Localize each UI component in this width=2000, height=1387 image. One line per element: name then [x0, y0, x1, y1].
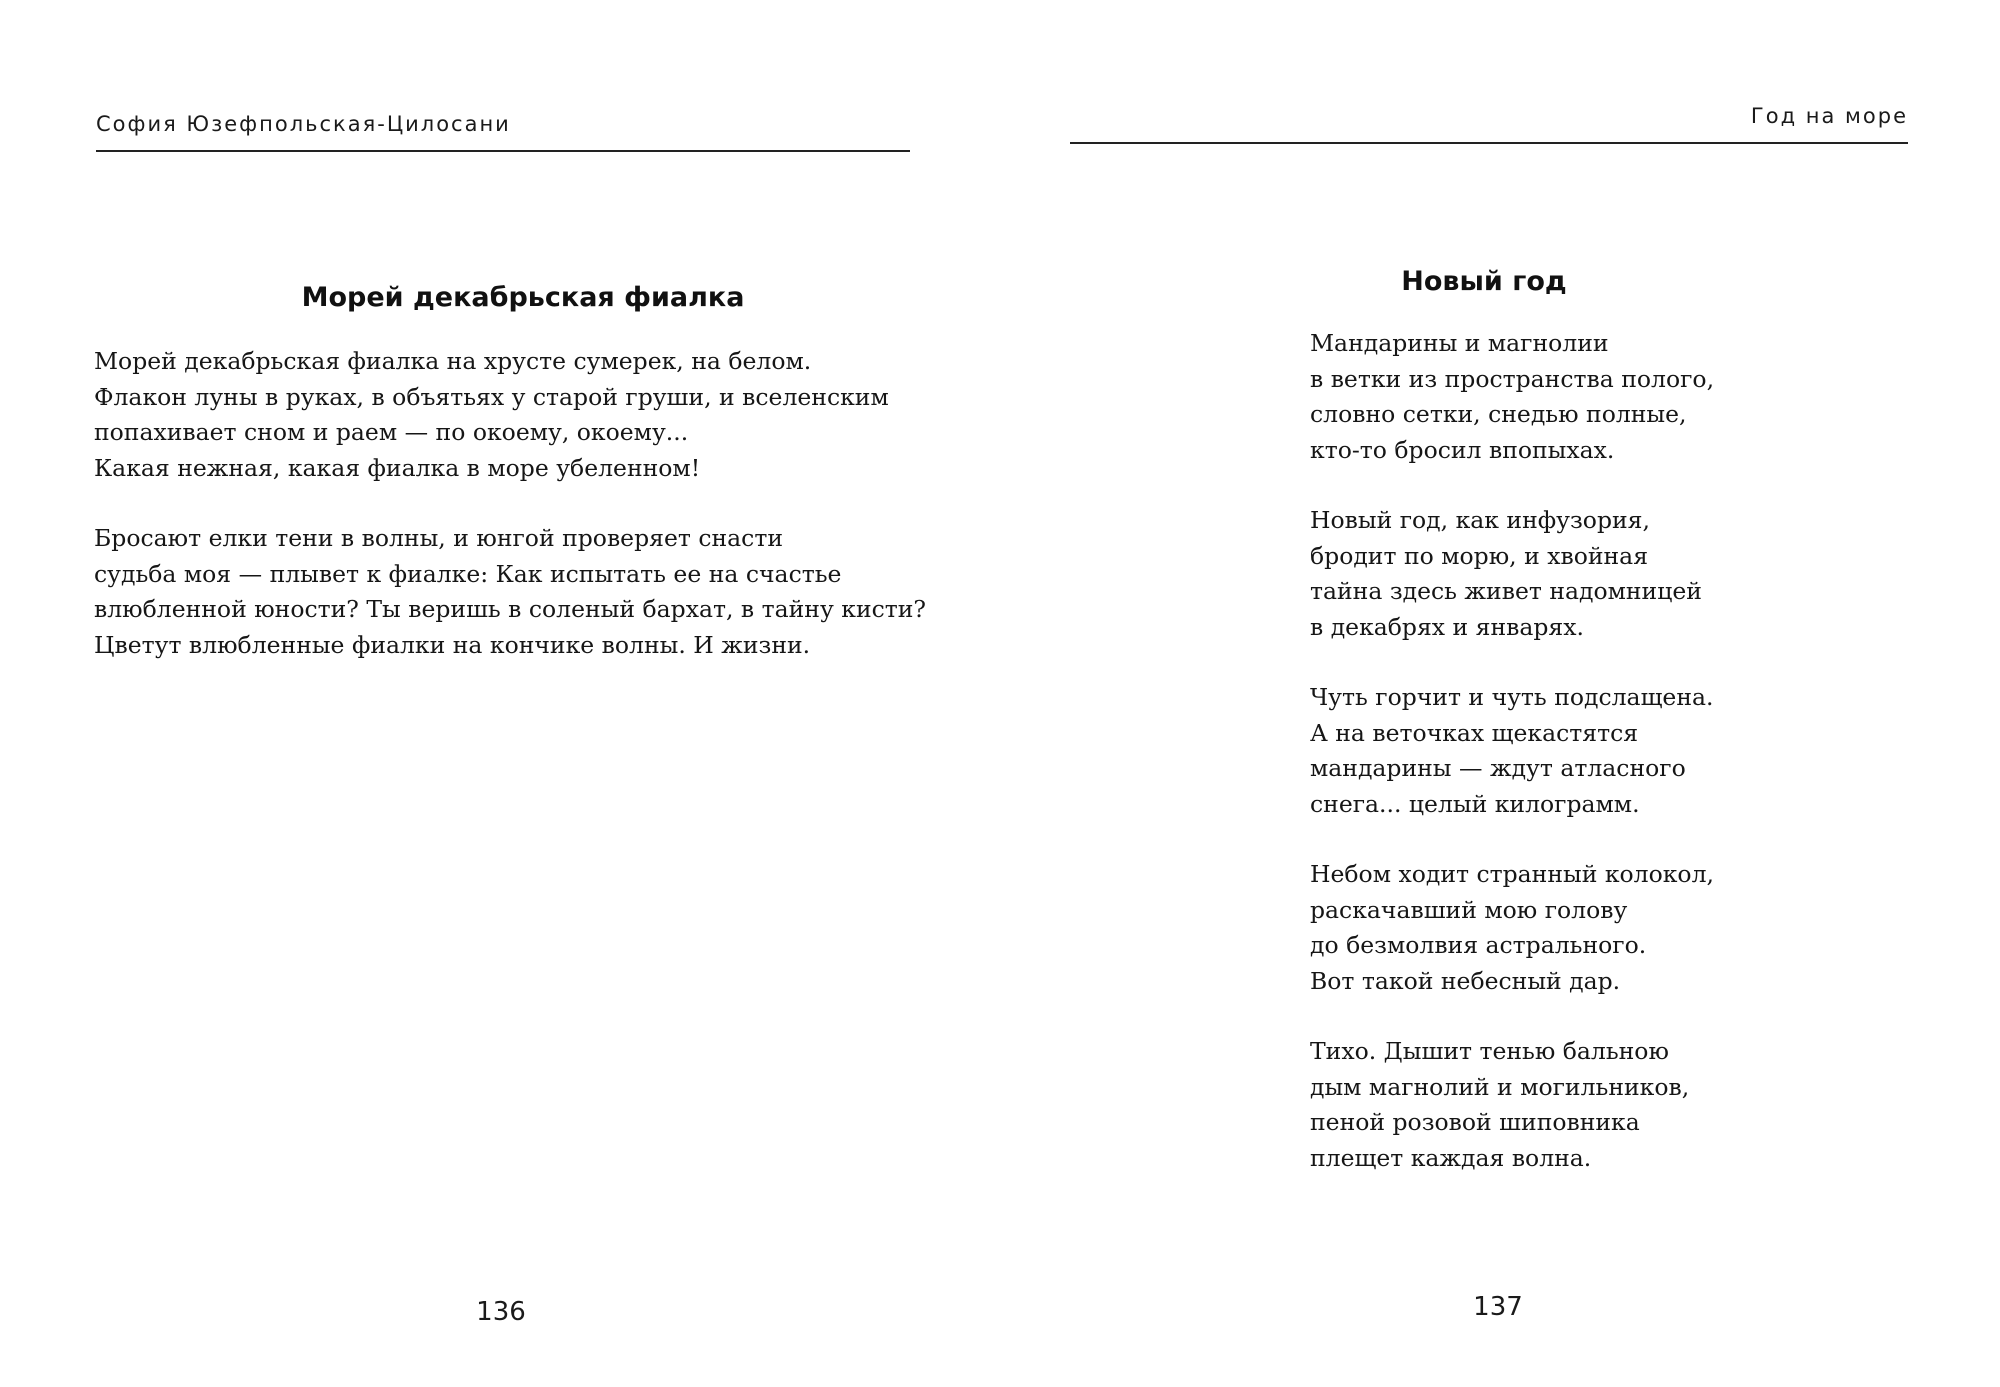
poem-line: снега... целый килограмм.	[1310, 789, 1640, 818]
header-rule	[1070, 142, 1908, 144]
poem-title: Новый год	[1401, 266, 1567, 297]
poem-line: в декабрях и январях.	[1310, 612, 1584, 641]
poem-line: Мандарины и магнолии	[1310, 329, 1609, 357]
poem-line: в ветки из пространства полого,	[1310, 364, 1715, 393]
poem-line: Тихо. Дышит тенью бальною	[1310, 1037, 1669, 1065]
poem-body	[1310, 326, 1714, 1176]
poem-line: А на веточках щекастятся	[1310, 718, 1639, 747]
header-rule	[96, 150, 910, 152]
poem-line: до безмолвия астрального.	[1310, 931, 1647, 959]
running-head-book-title: Год на море	[1750, 104, 1908, 128]
poem-line: плещет каждая волна.	[1310, 1143, 1592, 1172]
poem-body	[94, 344, 926, 663]
stanza	[1310, 503, 1714, 645]
poem-line: влюбленной юности? Ты веришь в соленый бархат, в тайну кисти?	[94, 595, 927, 623]
poem-title: Морей декабрьская фиалка	[301, 282, 745, 313]
stanza	[1310, 857, 1714, 999]
stanza	[94, 521, 926, 663]
stanza	[1310, 1034, 1714, 1176]
poem-line: Небом ходит странный колокол,	[1310, 860, 1714, 888]
poem-line: Цветут влюбленные фиалки на кончике волны. И жизни.	[94, 630, 811, 659]
poem-line: Морей декабрьская фиалка на хрусте сумерек, на белом.	[94, 347, 812, 375]
poem-line: кто-то бросил впопыхах.	[1310, 435, 1615, 464]
poem-line: бродит по морю, и хвойная	[1310, 541, 1649, 570]
poem-line: словно сетки, снедью полные,	[1310, 400, 1687, 428]
poem-line: Новый год, как инфузория,	[1310, 506, 1650, 534]
poem-line: Чуть горчит и чуть подслащена.	[1310, 683, 1714, 711]
poem-line: Какая нежная, какая фиалка в море убеленном!	[94, 453, 701, 482]
poem-line: мандарины — ждут атласного	[1310, 754, 1686, 782]
running-head-author: София Юзефпольская-Цилосани	[96, 112, 511, 136]
poem-line: дым магнолий и могильников,	[1310, 1072, 1690, 1101]
poem-line: судьба моя — плывет к фиалке: Как испытать ее на счастье	[94, 559, 842, 588]
poem-line: Бросают елки тени в волны, и юнгой проверяет снасти	[94, 524, 783, 552]
poem-line: попахивает сном и раем — по окоему, окоему...	[94, 418, 689, 446]
stanza	[1310, 680, 1714, 822]
poem-line: Флакон луны в руках, в объятьях у старой груши, и вселенским	[94, 382, 889, 411]
page-number: 136	[476, 1297, 526, 1327]
poem-line: тайна здесь живет надомницей	[1310, 577, 1702, 605]
stanza	[94, 344, 926, 486]
poem-line: пеной розовой шиповника	[1310, 1108, 1640, 1136]
stanza	[1310, 326, 1714, 468]
poem-line: раскачавший мою голову	[1310, 895, 1628, 924]
right-page	[1000, 0, 2000, 1387]
page-number: 137	[1473, 1292, 1523, 1322]
poem-line: Вот такой небесный дар.	[1310, 966, 1621, 995]
